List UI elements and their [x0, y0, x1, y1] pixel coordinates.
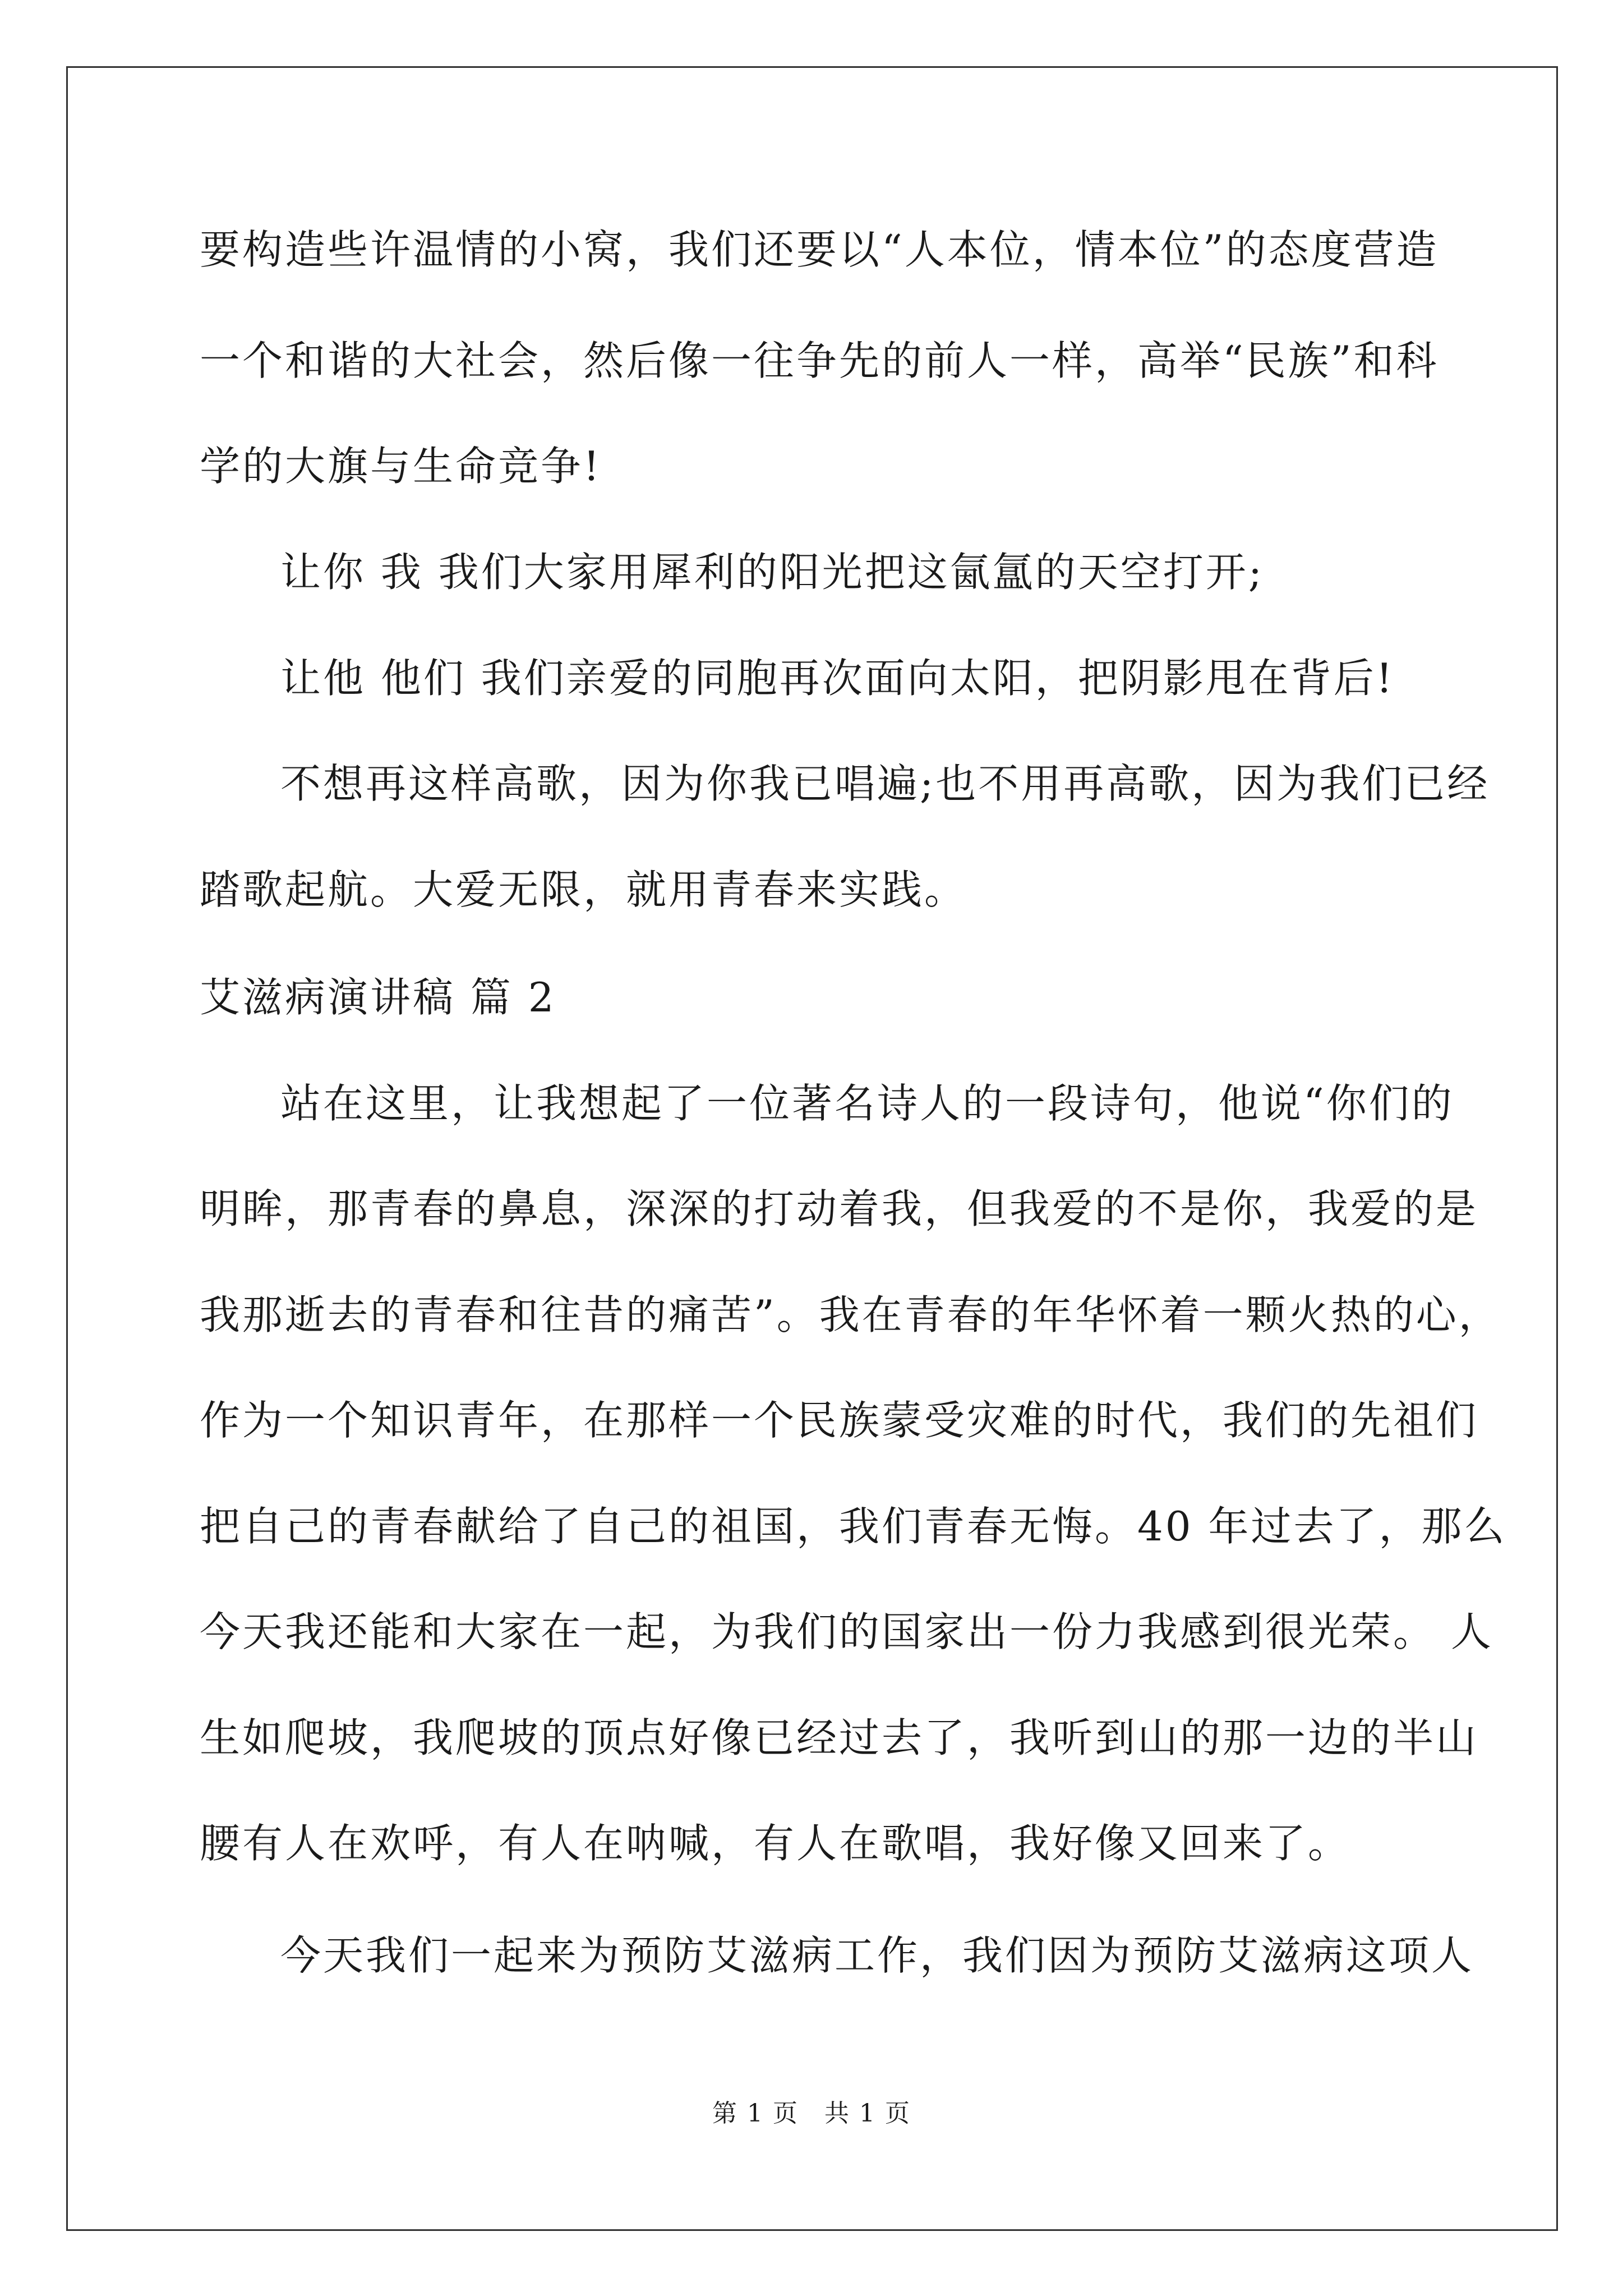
paragraph-line: 踏歌起航。大爱无限，就用青春来实践。: [200, 866, 967, 913]
paragraph-line: 腰有人在欢呼，有人在呐喊，有人在歌唱，我好像又回来了。: [200, 1820, 1351, 1867]
paragraph-line: 学的大旗与生命竞争!: [200, 443, 602, 490]
paragraph-line: 今天我还能和大家在一起，为我们的国家出一份力我感到很光荣。 人: [200, 1608, 1493, 1655]
paragraph-line: 要构造些许温情的小窝，我们还要以“人本位，情本位”的态度营造: [200, 226, 1439, 273]
paragraph-line: 让你 我 我们大家用犀利的阳光把这氤氲的天空打开;: [280, 549, 1265, 596]
page-footer: 第 1 页 共 1 页: [712, 2099, 911, 2128]
section-heading: 艾滋病演讲稿 篇 2: [200, 974, 556, 1021]
paragraph-line: 生如爬坡，我爬坡的顶点好像已经过去了，我听到山的那一边的半山: [200, 1714, 1479, 1761]
paragraph-line: 作为一个知识青年，在那样一个民族蒙受灾难的时代，我们的先祖们: [200, 1397, 1479, 1444]
paragraph-line: 把自己的青春献给了自己的祖国，我们青春无悔。40 年过去了，那么: [200, 1503, 1507, 1550]
paragraph-line: 一个和谐的大社会，然后像一往争先的前人一样，高举“民族”和科: [200, 337, 1439, 384]
paragraph-line: 今天我们一起来为预防艾滋病工作，我们因为预防艾滋病这项人: [280, 1932, 1474, 1979]
page-border: [66, 66, 1558, 2231]
paragraph-line: 站在这里，让我想起了一位著名诗人的一段诗句，他说“你们的: [280, 1080, 1454, 1127]
paragraph-line: 让他 他们 我们亲爱的同胞再次面向太阳，把阴影甩在背后!: [280, 655, 1395, 702]
paragraph-line: 我那逝去的青春和往昔的痛苦”。我在青春的年华怀着一颗火热的心，: [200, 1291, 1501, 1338]
paragraph-line: 明眸，那青春的鼻息，深深的打动着我，但我爱的不是你，我爱的是: [200, 1185, 1479, 1232]
paragraph-line: 不想再这样高歌，因为你我已唱遍;也不用再高歌，因为我们已经: [280, 760, 1490, 807]
